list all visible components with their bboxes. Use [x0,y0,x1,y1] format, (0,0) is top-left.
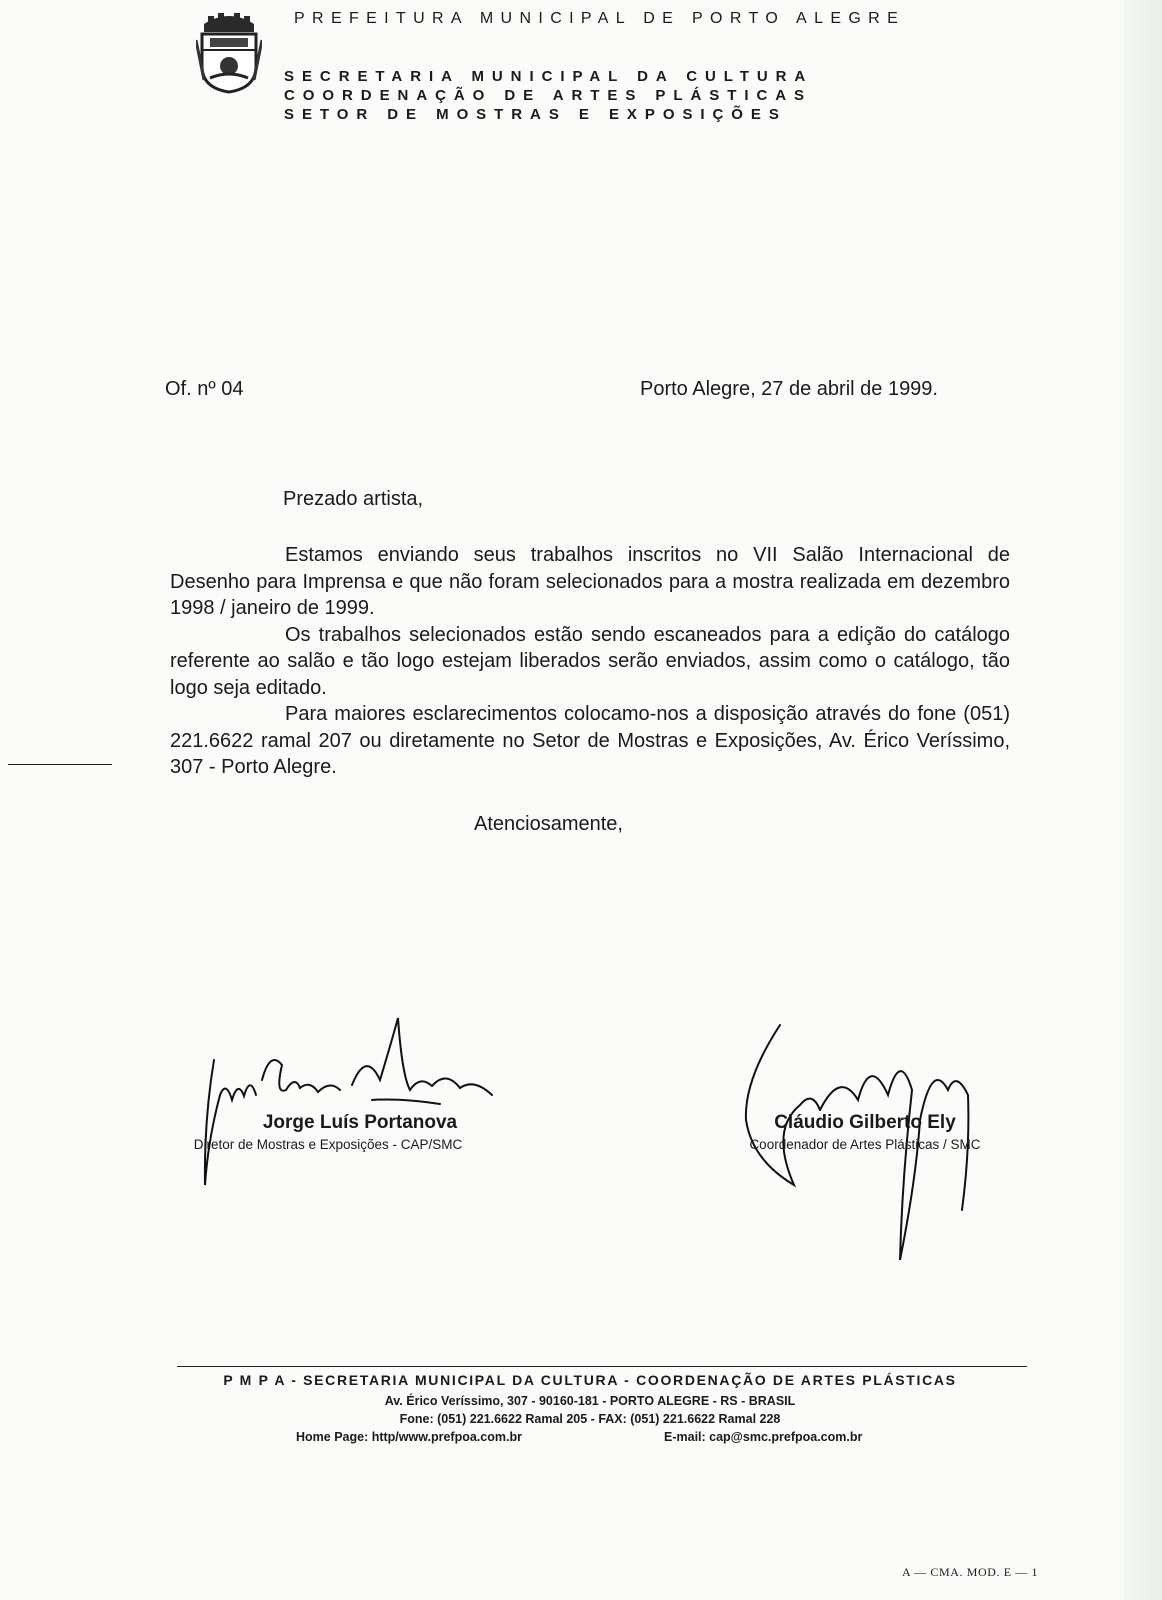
department-line: SECRETARIA MUNICIPAL DA CULTURA [284,68,814,85]
salutation: Prezado artista, [283,488,424,510]
body-paragraph: Estamos enviando seus trabalhos inscritos no VII Salão Internacional de Desenho para Imprensa e que não foram selecionados para a mostra realizada em dezembro 1998 / janeiro de 1999. [170,544,1010,619]
department-line: COORDENAÇÃO DE ARTES PLÁSTICAS [284,87,812,104]
municipal-coat-of-arms-icon [196,10,262,94]
municipality-header: PREFEITURA MUNICIPAL DE PORTO ALEGRE [294,10,906,27]
signatory-name: Jorge Luís Portanova [262,1112,458,1133]
body-paragraph: Os trabalhos selecionados estão sendo escaneados para a edição do catálogo referente ao salão e tão logo estejam liberados serão enviados, assim como o catálogo, tão logo seja editado. [170,623,1010,699]
footer-homepage[interactable]: Home Page: http/www.prefpoa.com.br [296,1430,522,1444]
closing: Atenciosamente, [474,813,623,835]
footer-phone: Fone: (051) 221.6622 Ramal 205 - FAX: (051) 221.6622 Ramal 228 [399,1412,781,1426]
letter-reference: Of. nº 04 [165,378,244,400]
scan-edge [1124,0,1162,1600]
footer-email[interactable]: E-mail: cap@smc.prefpoa.com.br [664,1430,863,1444]
signatory-title: Diretor de Mostras e Exposições - CAP/SMC [193,1137,463,1152]
letter-body [170,542,1010,781]
footer-rule [177,1366,1027,1367]
body-paragraph: Para maiores esclarecimentos colocamo-nos a disposição através do fone (051) 221.6622 ramal 207 ou diretamente no Setor de Mostras e Exposições, Av. Érico Veríssimo, 307 - Porto Alegre. [170,703,1010,778]
signature-stroke [746,1025,820,1185]
margin-rule [8,764,112,765]
signature-stroke [820,1071,920,1260]
footer-org: P M P A - SECRETARIA MUNICIPAL DA CULTURA - COORDENAÇÃO DE ARTES PLÁSTICAS [223,1372,957,1388]
letter-date: Porto Alegre, 27 de abril de 1999. [640,378,938,400]
signatory-name: Cláudio Gilberto Ely [774,1112,956,1133]
signature-stroke [372,1100,440,1105]
footer-address: Av. Érico Veríssimo, 307 - 90160-181 - PORTO ALEGRE - RS - BRASIL [384,1394,796,1408]
form-code: A — CMA. MOD. E — 1 [902,1565,1039,1579]
department-header [284,67,813,124]
signatory-title: Coordenador de Artes Plásticas / SMC [749,1137,981,1152]
department-line: SETOR DE MOSTRAS E EXPOSIÇÕES [284,106,787,123]
signature-stroke [352,1018,492,1095]
signature-stroke [262,1060,340,1092]
